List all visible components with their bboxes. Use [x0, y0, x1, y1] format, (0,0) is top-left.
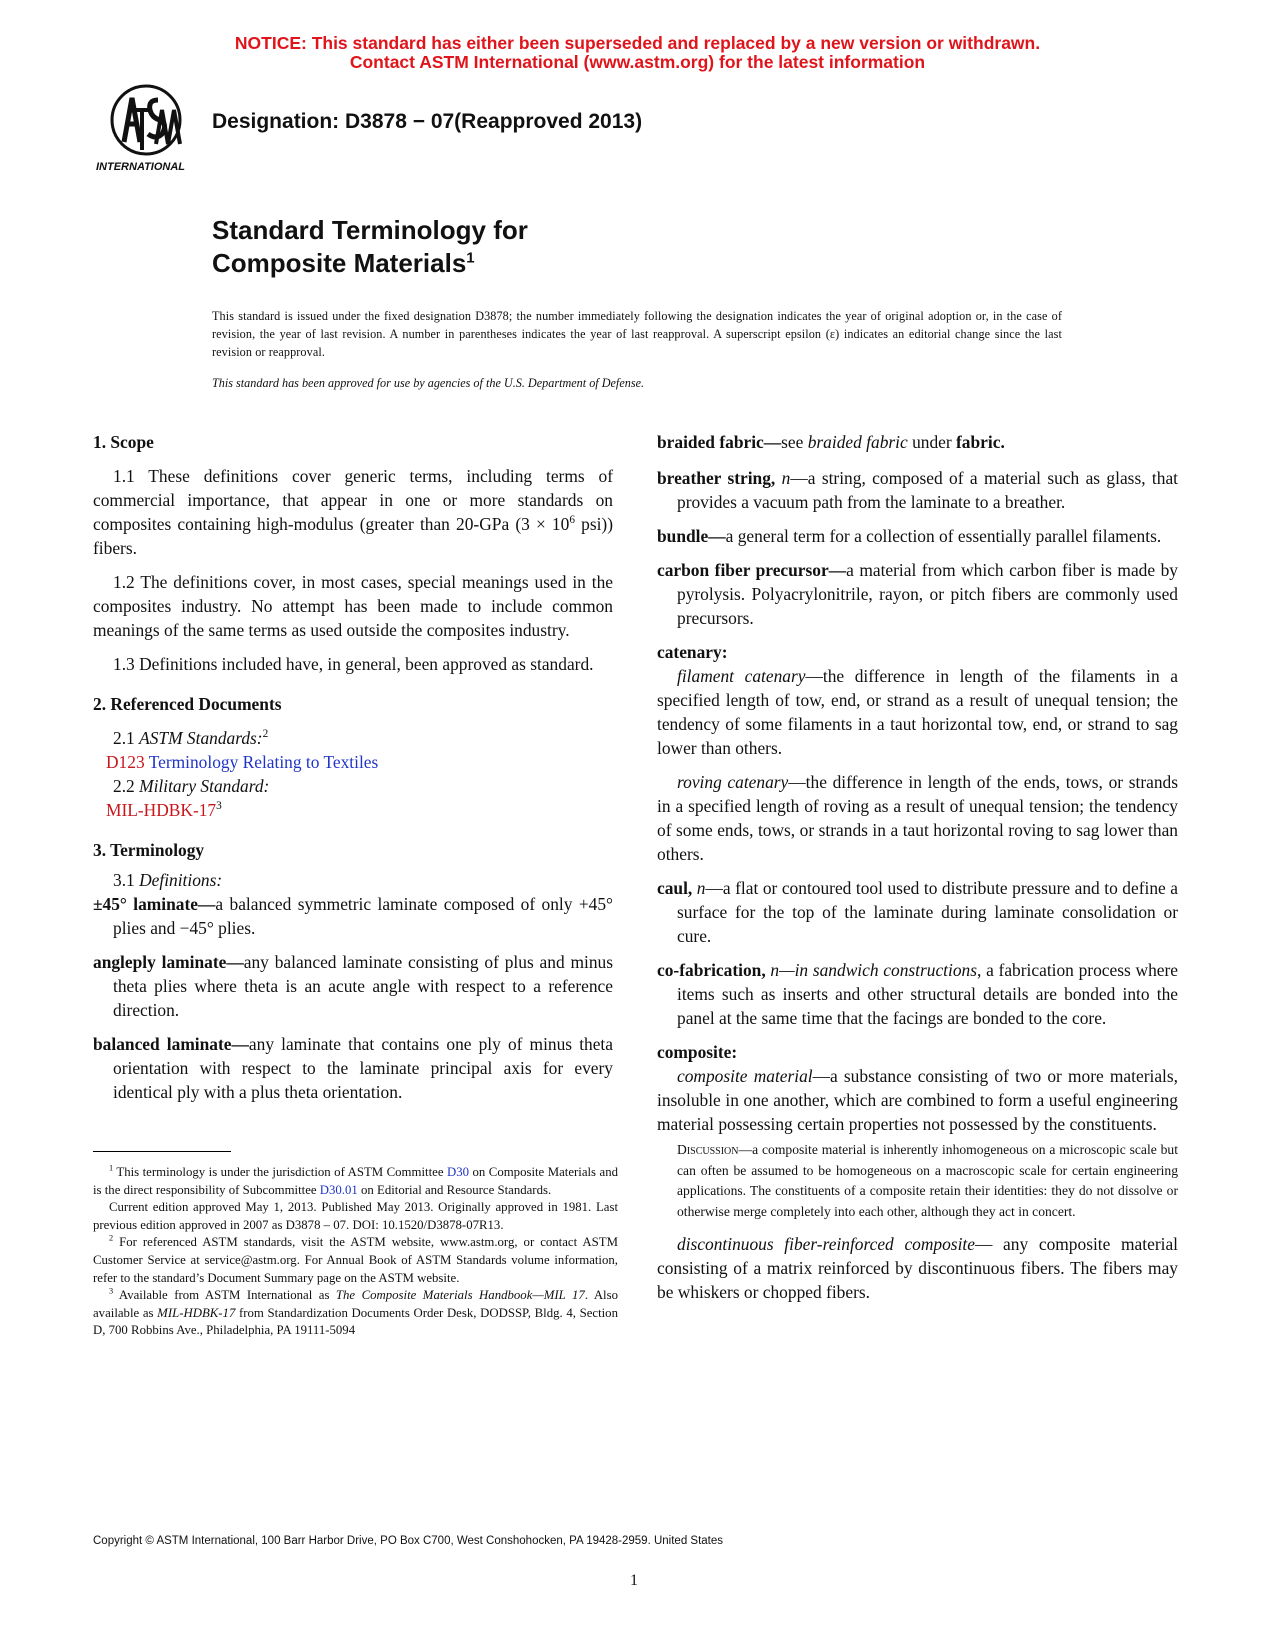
- footnote-mark: 1: [109, 1163, 114, 1173]
- footnote-mark: 3: [109, 1286, 114, 1296]
- mil-footnote-ref[interactable]: 3: [216, 800, 222, 813]
- term-discontinuous-fiber-reinforced-composite: [657, 1232, 1178, 1304]
- p1-1-exponent: 6: [569, 514, 575, 527]
- footnote-3: [93, 1287, 618, 1340]
- def-label: Definitions:: [139, 870, 223, 890]
- term-definition: , a fabrication process where items such as inserts and other structural details are bonded into the panel at the same time that the facings are bonded to the core.: [677, 960, 1178, 1028]
- paragraph-1-3: 1.3 Definitions included have, in general, been approved as standard.: [113, 654, 594, 674]
- mil-hdbk-link[interactable]: [93, 798, 613, 822]
- term-co-fabrication: [657, 958, 1178, 1030]
- footnotes: [93, 1164, 618, 1340]
- term-name: carbon fiber precursor—: [657, 560, 847, 580]
- term-composite-material: [657, 1064, 1178, 1136]
- footnote-divider: [93, 1151, 231, 1152]
- mil-code[interactable]: MIL-HDBK-17: [106, 800, 217, 820]
- title-footnote-ref[interactable]: 1: [466, 249, 475, 267]
- notice-line-1: NOTICE: This standard has either been superseded and replaced by a new version or withdrawn.: [234, 33, 1041, 53]
- r2-1-label: ASTM Standards:: [139, 728, 263, 748]
- paragraph-1-2: 1.2 The definitions cover, in most cases, special meanings used in the composites industry. No attempt has been made to include common meanings of the same terms as used outside the composites industry.: [93, 572, 613, 640]
- term-name: discontinuous fiber-reinforced composite: [677, 1234, 975, 1254]
- p1-1-text: 1.1 These definitions cover generic terms, including terms of commercial importance, that appear in one or more standards on composites containing high-modulus (greater than 20-GPa (3 × 10: [93, 466, 613, 534]
- d123-code[interactable]: D123: [106, 752, 145, 772]
- term-definition: any laminate that contains one ply of minus theta orientation with respect to the laminate principal axis for every identical ply with a plus theta orientation.: [113, 1034, 613, 1102]
- term-filament-catenary: [657, 664, 1178, 760]
- term-definition: —the difference in length of the ends, tows, or strands in a specified length of roving as a result of unequal tension; the tendency of some ends, tows, or strands in a taut horizontal roving to sag lower than others.: [657, 772, 1178, 864]
- term-definition: any balanced laminate consisting of plus and minus theta plies where theta is an acute angle with respect to a reference direction.: [113, 952, 613, 1020]
- page-number: 1: [630, 1572, 638, 1589]
- p1-1-text-end: psi)) fibers.: [93, 514, 613, 558]
- term-name: caul,: [657, 878, 693, 898]
- r2-2-label: Military Standard:: [139, 776, 270, 796]
- term-braided-fabric: [657, 430, 1178, 454]
- scope-heading: 1. Scope: [93, 432, 154, 452]
- term-definition: —the difference in length of the filaments in a specified length of tow, end, or strand as a result of unequal tension; the tendency of some filaments in a taut horizontal tow, end, or strand to sag lower than others.: [657, 666, 1178, 758]
- discussion-note: [657, 1140, 1178, 1222]
- term-definition: —a flat or contoured tool used to distribute pressure and to define a surface for the top of the laminate during laminate consolidation or cure.: [677, 878, 1178, 946]
- astm-logo-icon: [96, 80, 200, 174]
- term-name: ±45° laminate—: [93, 894, 216, 914]
- committee-d30-link[interactable]: D30: [446, 1165, 470, 1179]
- r2-1-footnote-ref[interactable]: 2: [262, 728, 269, 741]
- fn2-text: For referenced ASTM standards, visit the ASTM website, www.astm.org, or contact ASTM Customer Service at service@astm.org. For Annual Book of ASTM Standards volume information, refer to the standard’s Document Summary page on the ASTM website.: [93, 1235, 618, 1285]
- term-name: breather string,: [657, 468, 776, 488]
- see-text: see: [781, 432, 808, 452]
- footnote-mark: 2: [109, 1234, 114, 1244]
- term-definition: —a string, composed of a material such as glass, that provides a vacuum path from the laminate to a breather.: [677, 468, 1179, 512]
- term-bundle: [657, 524, 1178, 548]
- fn1-text-a: This terminology is under the jurisdiction of ASTM Committee: [113, 1165, 447, 1179]
- term-caul: [657, 876, 1178, 948]
- terminology-heading: 3. Terminology: [93, 840, 205, 860]
- see-term: braided fabric: [807, 432, 908, 452]
- term-name: angleply laminate—: [93, 952, 244, 972]
- term-name: roving catenary: [677, 772, 789, 792]
- fn3-handbook-title: The Composite Materials Handbook—MIL 17: [335, 1288, 585, 1303]
- term-balanced-laminate: [93, 1032, 613, 1104]
- footnote-1-edition: Current edition approved May 1, 2013. Published May 2013. Originally approved in 1981. Last previous edition approved in 2007 as D3878 – 07. DOI: 10.1520/D3878-07R13.: [93, 1200, 618, 1232]
- r2-1-num: 2.1: [113, 728, 140, 748]
- notice-line-2: Contact ASTM International (www.astm.org) for the latest information: [349, 52, 926, 72]
- withdrawal-notice: [0, 34, 1275, 72]
- term-roving-catenary: [657, 770, 1178, 866]
- term-definition: a material from which carbon fiber is made by pyrolysis. Polyacrylonitrile, rayon, or pitch fibers are commonly used precursors.: [677, 560, 1178, 628]
- term-name: filament catenary: [677, 666, 806, 686]
- term-name: balanced laminate—: [93, 1034, 249, 1054]
- military-standard-line: [93, 774, 613, 798]
- page-title: [212, 214, 528, 280]
- title-line-2: Composite Materials: [212, 248, 467, 278]
- footnote-2: [93, 1234, 618, 1287]
- composite-heading: composite:: [657, 1042, 738, 1062]
- def-num: 3.1: [113, 870, 140, 890]
- under-term: fabric.: [956, 432, 1005, 452]
- fn3-text-c: from Standardization Documents Order Desk, DODSSP, Bldg. 4, Section D, 700 Robbins Ave., Philadelphia, PA 19111-5094: [93, 1305, 618, 1338]
- right-column: [657, 430, 1178, 1314]
- d123-title[interactable]: Terminology Relating to Textiles: [144, 752, 379, 772]
- part-of-speech: n: [775, 468, 791, 488]
- term-name: composite material: [677, 1066, 813, 1086]
- term-context: n—in sandwich constructions: [765, 960, 977, 980]
- term-angleply-laminate: [93, 950, 613, 1022]
- part-of-speech: n: [692, 878, 706, 898]
- designation: Designation: D3878 − 07(Reapproved 2013): [212, 110, 643, 133]
- r2-2-num: 2.2: [113, 776, 140, 796]
- left-column: [93, 430, 613, 1114]
- definitions-line: [93, 868, 613, 892]
- dod-approval-text: This standard has been approved for use by agencies of the U.S. Department of Defense.: [212, 376, 645, 390]
- discussion-text: —a composite material is inherently inhomogeneous on a microscopic scale but can often be assumed to be homogeneous on a macroscopic scale for certain engineering applications. The constituents of a composite retain their identities: they do not dissolve or otherwise merge completely into each other, although they act in concert.: [677, 1142, 1178, 1219]
- astm-standards-line: [93, 726, 613, 750]
- term-name: braided fabric—: [657, 432, 782, 452]
- copyright-line: Copyright © ASTM International, 100 Barr Harbor Drive, PO Box C700, West Conshohocken, PA 19428-2959. United States: [93, 1535, 724, 1547]
- term-definition: — any composite material consisting of a matrix reinforced by discontinuous fibers. The fibers may be whiskers or chopped fibers.: [657, 1234, 1179, 1302]
- fn1-text-b: on Composite Materials and is the direct responsibility of Subcommittee: [93, 1165, 618, 1197]
- fn3-mil-hdbk: MIL-HDBK-17: [157, 1305, 236, 1320]
- title-line-1: Standard Terminology for: [212, 215, 528, 245]
- fn1-text-c: on Editorial and Resource Standards.: [357, 1182, 552, 1197]
- term-definition: —a substance consisting of two or more materials, insoluble in one another, which are combined to form a useful engineering material possessing certain properties not possessed by the constituents.: [657, 1066, 1178, 1134]
- paragraph-1-1: [93, 464, 613, 560]
- under-text: under: [907, 432, 957, 452]
- d123-link[interactable]: [93, 750, 613, 774]
- issued-text: This standard is issued under the fixed designation D3878; the number immediately following the designation indicates the year of original adoption or, in the case of revision, the year of last revision. A number in parentheses indicates the year of last reapproval. A superscript epsilon (ε) indicates an editorial change since the last revision or reapproval.: [212, 309, 1062, 359]
- term-definition: a general term for a collection of essentially parallel filaments.: [725, 526, 1162, 546]
- refdocs-heading: 2. Referenced Documents: [93, 694, 282, 714]
- term-carbon-fiber-precursor: [657, 558, 1178, 630]
- fn3-text-b: . Also available as: [93, 1288, 618, 1320]
- term-definition: a balanced symmetric laminate composed of only +45° plies and −45° plies.: [113, 894, 613, 938]
- discussion-label: Discussion: [677, 1142, 739, 1157]
- subcommittee-d3001-link[interactable]: D30.01: [319, 1182, 358, 1197]
- term-name: co-fabrication,: [657, 960, 766, 980]
- term-45-laminate: [93, 892, 613, 940]
- fn3-text-a: Available from ASTM International as: [113, 1288, 336, 1303]
- logo-text: INTERNATIONAL: [96, 161, 186, 173]
- footnote-1: [93, 1164, 618, 1199]
- catenary-heading: catenary:: [657, 642, 728, 662]
- term-breather-string: [657, 466, 1178, 514]
- term-name: bundle—: [657, 526, 726, 546]
